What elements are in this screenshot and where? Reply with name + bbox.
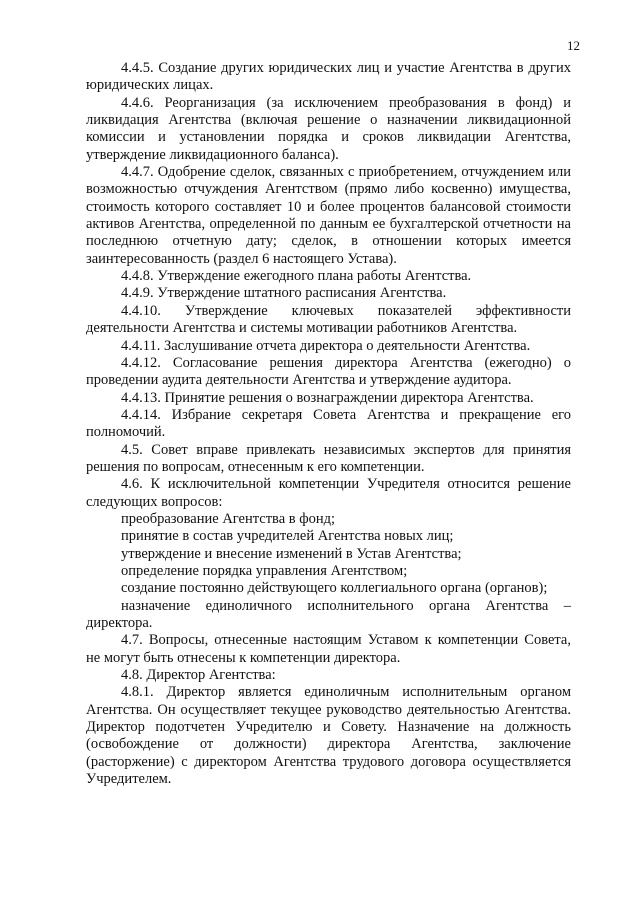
clause-4-4-5: 4.4.5. Создание других юридических лиц и участие Агентства в других юридических лицах.: [86, 60, 571, 94]
list-item: принятие в состав учредителей Агентства новых лиц;: [121, 528, 454, 545]
clause-4-4-13: 4.4.13. Принятие решения о вознаграждении директора Агентства.: [121, 389, 534, 406]
document-body: [86, 60, 571, 788]
clause-4-4-9: 4.4.9. Утверждение штатного расписания Агентства.: [121, 285, 447, 302]
list-item: определение порядка управления Агентством;: [121, 562, 408, 579]
list-item: преобразование Агентства в фонд;: [121, 510, 336, 527]
clause-4-5: 4.5. Совет вправе привлекать независимых экспертов для принятия решения по вопросам, отнесенным к его компетенции.: [86, 441, 571, 475]
list-item: утверждение и внесение изменений в Устав Агентства;: [121, 545, 462, 562]
clause-4-4-11: 4.4.11. Заслушивание отчета директора о деятельности Агентства.: [121, 337, 531, 354]
clause-4-4-7: 4.4.7. Одобрение сделок, связанных с приобретением, отчуждением или возможностью отчуждения Агентством (прямо либо косвенно) имущества, стоимость которого составляет 10 и более процентов балансовой стоимости активов Агентства, определенной по данным ее бухгалтерской отчетности на последнюю отчетную дату; сделок, в отношении которых имеется заинтересованность (раздел 6 настоящего Устава).: [86, 164, 571, 267]
clause-4-4-14: 4.4.14. Избрание секретаря Совета Агентства и прекращение его полномочий.: [86, 406, 571, 441]
list-item: создание постоянно действующего коллегиального органа (органов);: [121, 580, 548, 597]
clause-4-4-12: 4.4.12. Согласование решения директора Агентства (ежегодно) о проведении аудита деятельности Агентства и утверждение аудитора.: [86, 354, 571, 389]
clause-4-4-6: 4.4.6. Реорганизация (за исключением преобразования в фонд) и ликвидация Агентства (включая решение о назначении ликвидационной комиссии и установлении порядка и сроков ликвидации Агентства, утверждение ликвидационного баланса).: [86, 94, 571, 163]
clause-4-7: 4.7. Вопросы, отнесенные настоящим Уставом к компетенции Совета, не могут быть отнесены к компетенции директора.: [86, 632, 571, 666]
clause-4-8: 4.8. Директор Агентства:: [121, 667, 276, 684]
page-number: 12: [567, 38, 580, 53]
list-item: назначение единоличного исполнительного органа Агентства – директора.: [86, 597, 571, 631]
clause-4-6: 4.6. К исключительной компетенции Учредителя относится решение следующих вопросов:: [86, 476, 571, 510]
clause-4-4-8: 4.4.8. Утверждение ежегодного плана работы Агентства.: [121, 268, 472, 285]
clause-4-8-1: 4.8.1. Директор является единоличным исполнительным органом Агентства. Он осуществляет текущее руководство деятельностью Агентства. Директор подотчетен Учредителю и Совету. Назначение на должность (освобождение от должности) директора Агентства, заключение (расторжение) с директором Агентства трудового договора осуществляется Учредителем.: [86, 684, 571, 788]
clause-4-4-10: 4.4.10. Утверждение ключевых показателей эффективности деятельности Агентства и системы мотивации работников Агентства.: [86, 302, 571, 337]
